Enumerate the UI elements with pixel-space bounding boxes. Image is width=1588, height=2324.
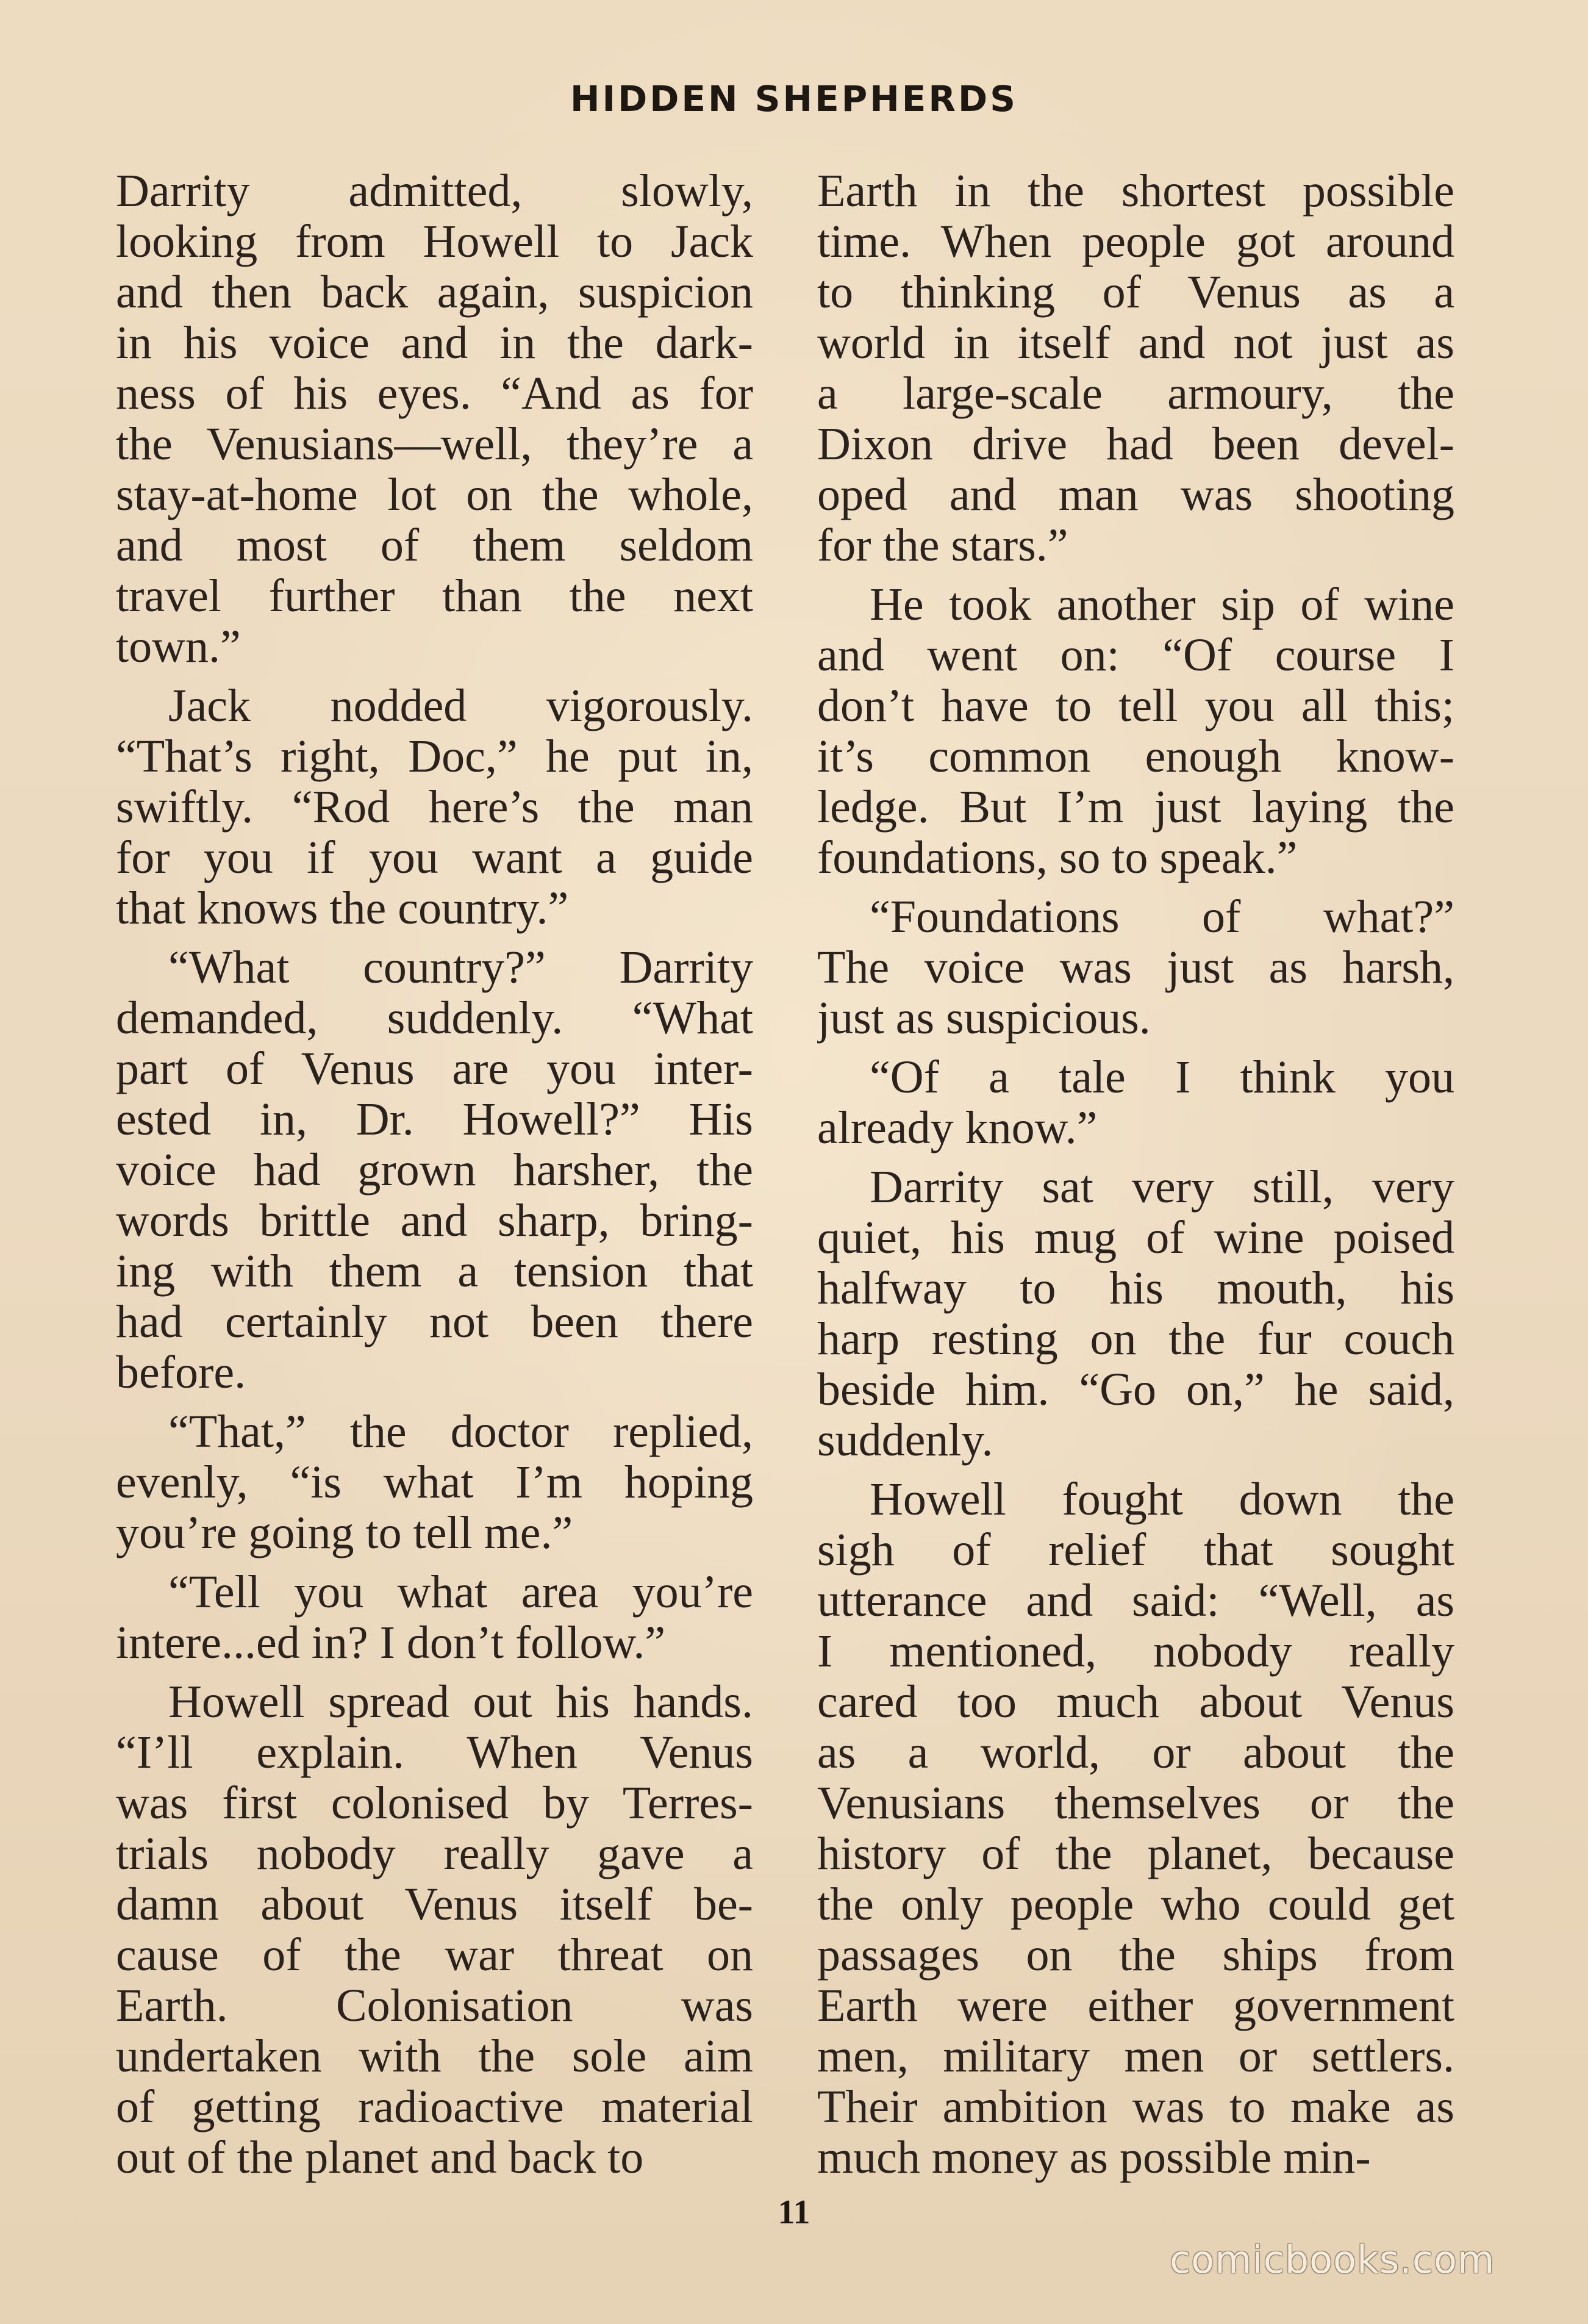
text-line: of getting radioactive material	[116, 2082, 753, 2132]
text-line: quiet, his mug of wine poised	[817, 1213, 1454, 1263]
text-line: already know.”	[817, 1103, 1098, 1153]
text-line: “I’ll explain. When Venus	[116, 1727, 753, 1778]
text-line: I mentioned, nobody really	[817, 1626, 1454, 1677]
paragraph	[817, 1162, 1454, 1466]
text-line: “That’s right, Doc,” he put in,	[116, 731, 753, 782]
text-line: suddenly.	[817, 1415, 993, 1466]
paragraph-gap	[817, 1044, 1454, 1052]
left-column	[116, 166, 753, 2183]
paragraph	[817, 1052, 1454, 1153]
text-line: history of the planet, because	[817, 1829, 1454, 1879]
text-line: “What country?” Darrity	[168, 942, 753, 993]
paragraph-gap	[116, 1668, 753, 1677]
paragraph	[116, 1567, 753, 1668]
text-line: a large-scale armoury, the	[817, 368, 1454, 419]
text-line: that knows the country.”	[116, 883, 569, 934]
text-line: for you if you want a guide	[116, 833, 753, 883]
text-line: don’t have to tell you all this;	[817, 681, 1454, 731]
text-line: cared too much about Venus	[817, 1677, 1454, 1727]
text-line: Jack nodded vigorously.	[168, 681, 753, 731]
paragraph-gap	[116, 672, 753, 681]
text-line: in his voice and in the dark-	[116, 318, 753, 368]
text-line: evenly, “is what I’m hoping	[116, 1457, 753, 1508]
paragraph-gap	[116, 1558, 753, 1567]
page-number: 11	[778, 2193, 810, 2231]
text-line: Their ambition was to make as	[817, 2082, 1454, 2132]
text-line: swiftly. “Rod here’s the man	[116, 782, 753, 833]
text-line: before.	[116, 1347, 246, 1398]
text-line: The voice was just as harsh,	[817, 942, 1454, 993]
paragraph-gap	[817, 1153, 1454, 1162]
text-line: trials nobody really gave a	[116, 1829, 753, 1879]
text-line: for the stars.”	[817, 520, 1068, 571]
text-line: ledge. But I’m just laying the	[817, 782, 1454, 833]
text-line: harp resting on the fur couch	[817, 1314, 1454, 1365]
text-line: “Foundations of what?”	[870, 892, 1454, 942]
text-line: beside him. “Go on,” he said,	[817, 1365, 1454, 1415]
text-line: undertaken with the sole aim	[116, 2031, 753, 2082]
text-line: ested in, Dr. Howell?” His	[116, 1094, 753, 1145]
paragraph	[116, 681, 753, 934]
running-title: HIDDEN SHEPHERDS	[570, 78, 1018, 120]
paragraph	[817, 166, 1454, 571]
text-line: words brittle and sharp, bring-	[116, 1196, 753, 1246]
text-line: the Venusians—well, they’re a	[116, 419, 753, 470]
text-line: had certainly not been there	[116, 1297, 753, 1347]
text-line: world in itself and not just as	[817, 318, 1454, 368]
paragraph	[817, 892, 1454, 1044]
paragraph-gap	[817, 571, 1454, 579]
text-line: Earth. Colonisation was	[116, 1981, 753, 2031]
text-line: passages on the ships from	[817, 1930, 1454, 1981]
text-line: demanded, suddenly. “What	[116, 993, 753, 1044]
text-line: utterance and said: “Well, as	[817, 1576, 1454, 1626]
text-line: as a world, or about the	[817, 1727, 1454, 1778]
text-line: “That,” the doctor replied,	[168, 1407, 753, 1457]
text-line: and then back again, suspicion	[116, 267, 753, 318]
text-line: Dixon drive had been devel-	[817, 419, 1454, 470]
text-line: it’s common enough know-	[817, 731, 1454, 782]
text-line: looking from Howell to Jack	[116, 217, 753, 267]
text-line: Darrity admitted, slowly,	[116, 166, 753, 217]
text-line: travel further than the next	[116, 571, 753, 622]
text-line: you’re going to tell me.”	[116, 1508, 573, 1558]
text-line: oped and man was shooting	[817, 470, 1454, 520]
text-line: sigh of relief that sought	[817, 1525, 1454, 1576]
text-line: and most of them seldom	[116, 520, 753, 571]
text-line: was first colonised by Terres-	[116, 1778, 753, 1829]
text-line: town.”	[116, 622, 241, 672]
right-column	[817, 166, 1454, 2183]
watermark: comicbooks.com	[1170, 2237, 1495, 2282]
paragraph	[116, 166, 753, 672]
paragraph-gap	[116, 934, 753, 942]
paragraph	[116, 1677, 753, 2183]
text-line: time. When people got around	[817, 217, 1454, 267]
text-line: foundations, so to speak.”	[817, 833, 1298, 883]
text-line: men, military men or settlers.	[817, 2031, 1454, 2082]
text-line: much money as possible min-	[817, 2132, 1371, 2183]
text-line: and went on: “Of course I	[817, 630, 1454, 681]
text-line: He took another sip of wine	[870, 579, 1454, 630]
text-line: damn about Venus itself be-	[116, 1879, 753, 1930]
text-line: stay-at-home lot on the whole,	[116, 470, 753, 520]
text-line: Venusians themselves or the	[817, 1778, 1454, 1829]
text-line: Darrity sat very still, very	[870, 1162, 1454, 1213]
paragraph-gap	[817, 883, 1454, 892]
text-line: voice had grown harsher, the	[116, 1145, 753, 1196]
text-line: “Of a tale I think you	[870, 1052, 1454, 1103]
text-line: Earth in the shortest possible	[817, 166, 1454, 217]
paragraph	[817, 1474, 1454, 2183]
text-line: “Tell you what area you’re	[168, 1567, 753, 1618]
text-line: ing with them a tension that	[116, 1246, 753, 1297]
text-line: part of Venus are you inter-	[116, 1044, 753, 1094]
paragraph	[817, 579, 1454, 883]
paragraph-gap	[116, 1398, 753, 1407]
text-line: Howell spread out his hands.	[168, 1677, 753, 1727]
paragraph	[116, 942, 753, 1398]
text-line: ness of his eyes. “And as for	[116, 368, 753, 419]
text-line: Howell fought down the	[870, 1474, 1454, 1525]
paragraph-gap	[817, 1466, 1454, 1474]
text-line: Earth were either government	[817, 1981, 1454, 2031]
paragraph	[116, 1407, 753, 1558]
text-line: just as suspicious.	[817, 993, 1151, 1044]
text-line: out of the planet and back to	[116, 2132, 644, 2183]
text-line: intere...ed in? I don’t follow.”	[116, 1618, 666, 1668]
text-line: cause of the war threat on	[116, 1930, 753, 1981]
text-line: to thinking of Venus as a	[817, 267, 1454, 318]
text-line: halfway to his mouth, his	[817, 1263, 1454, 1314]
text-line: the only people who could get	[817, 1879, 1454, 1930]
